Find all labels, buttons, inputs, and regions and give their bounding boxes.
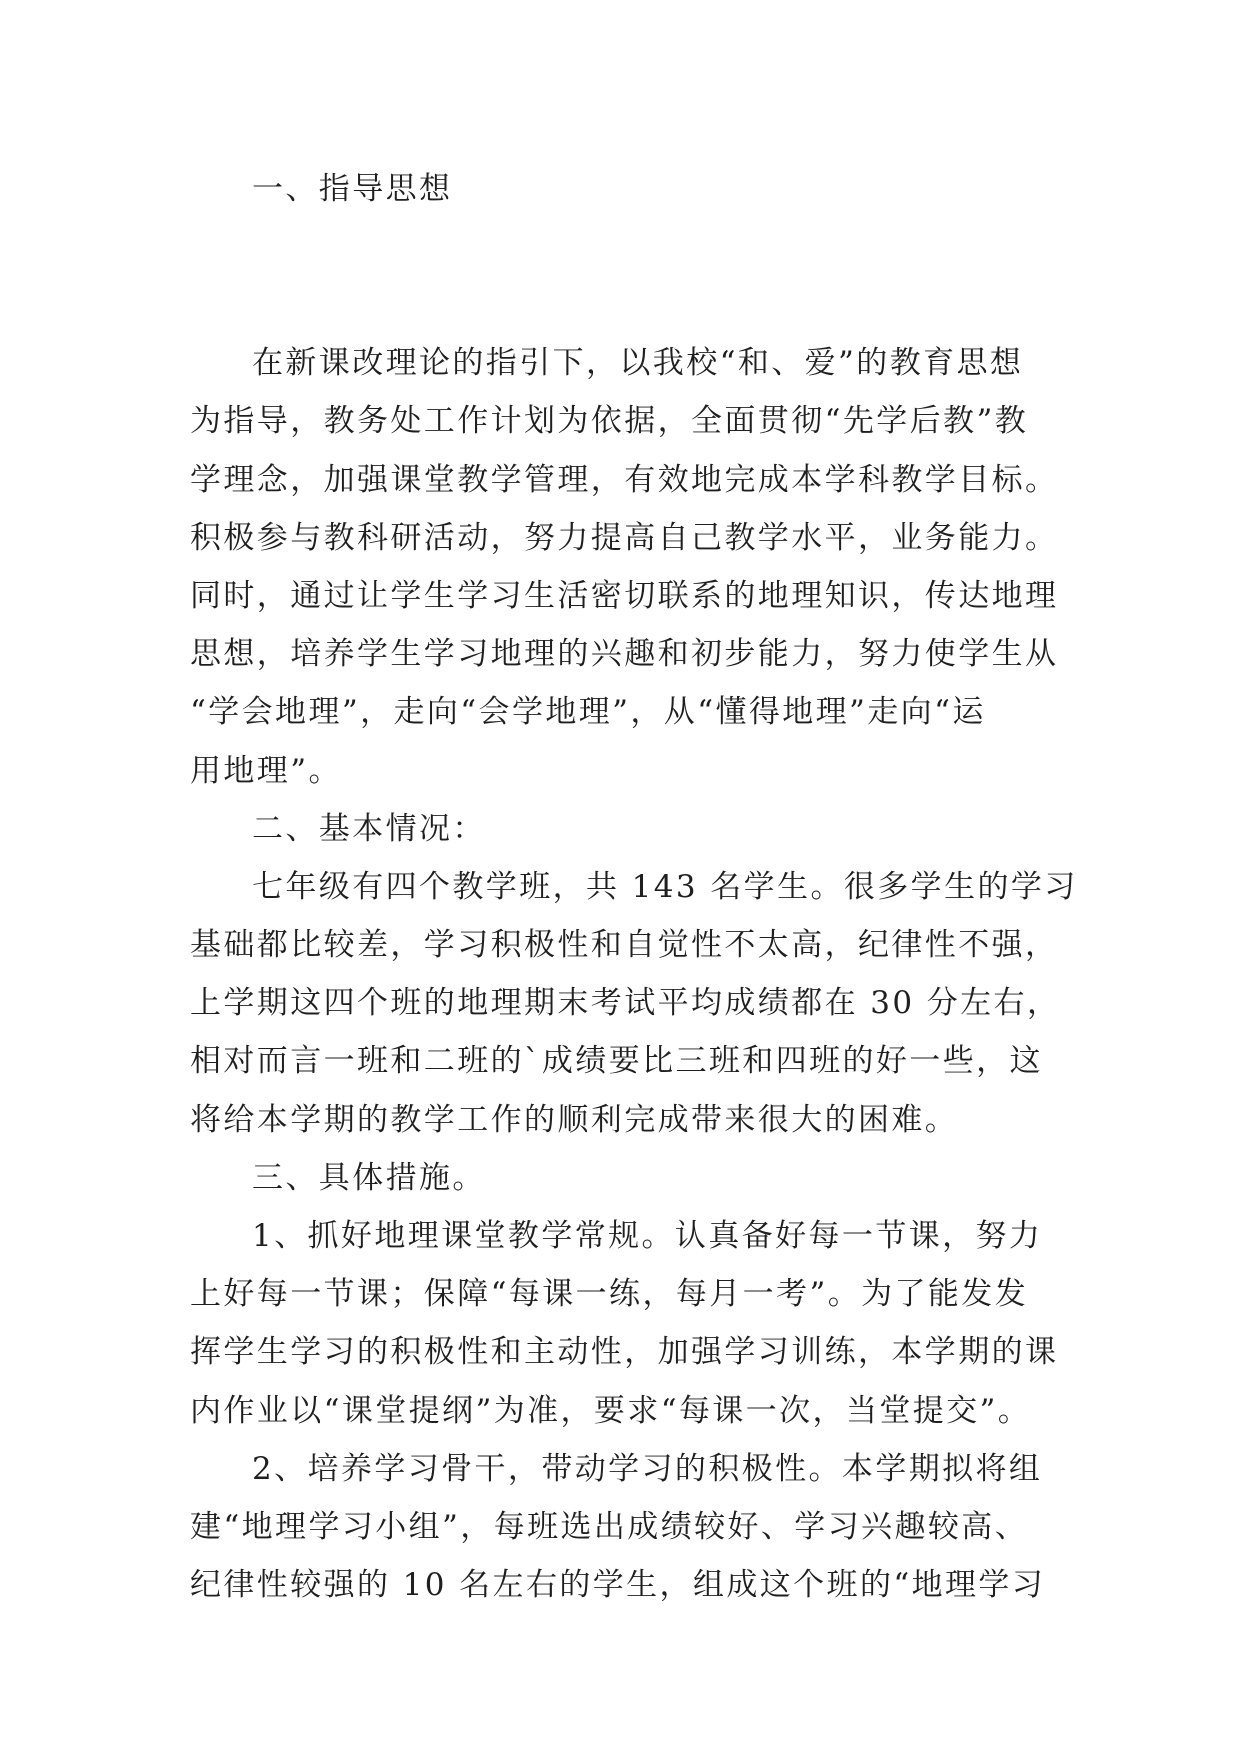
text-line: 纪律性较强的 10 名左右的学生，组成这个班的“地理学习 (190, 1567, 1046, 1604)
paragraph-basic-situation (190, 858, 1078, 1149)
text-line: 上好每一节课；保障“每课一练，每月一考”。为了能发发 (190, 1276, 1029, 1313)
text-line: 在新课改理论的指引下，以我校“和、爱”的教育思想 (252, 345, 1024, 382)
section-heading-guiding-thought: 一、指导思想 (252, 171, 453, 207)
paragraph-measure-2 (190, 1440, 1060, 1615)
paragraph-measure-1 (190, 1207, 1060, 1440)
text-line: 七年级有四个教学班，共 143 名学生。很多学生的学习 (252, 868, 1078, 905)
text-line: “学会地理”，走向“会学地理”，从“懂得地理”走向“运 (190, 694, 986, 731)
section-heading-measures: 三、具体措施。 (252, 1159, 486, 1196)
text-line: 相对而言一班和二班的`成绩要比三班和四班的好一些，这 (190, 1043, 1043, 1080)
text-line: 用地理”。 (190, 752, 342, 789)
document-body (190, 160, 1078, 1614)
text-line: 思想，培养学生学习地理的兴趣和初步能力，努力使学生从 (190, 636, 1059, 673)
text-line: 积极参与教科研活动，努力提高自己教学水平，业务能力。 (190, 519, 1059, 556)
text-line: 基础都比较差，学习积极性和自觉性不太高，纪律性不强， (190, 927, 1059, 964)
section-heading-basic-situation: 二、基本情况： (252, 810, 486, 847)
text-line: 同时，通过让学生学习生活密切联系的地理知识，传达地理 (190, 577, 1059, 614)
text-line: 2、培养学习骨干，带动学习的积极性。本学期拟将组 (252, 1450, 1043, 1487)
text-line: 为指导，教务处工作计划为依据，全面贯彻“先学后教”教 (190, 403, 1029, 440)
paragraph-spacer (190, 218, 1060, 334)
text-line: 建“地理学习小组”，每班选出成绩较好、学习兴趣较高、 (190, 1508, 1029, 1545)
text-line: 上学期这四个班的地理期末考试平均成绩都在 30 分左右， (190, 985, 1061, 1022)
text-line: 学理念，加强课堂教学管理，有效地完成本学科教学目标。 (190, 461, 1059, 498)
text-line: 将给本学期的教学工作的顺利完成带来很大的困难。 (190, 1101, 959, 1138)
paragraph-guiding-thought (190, 334, 1060, 800)
text-line: 挥学生学习的积极性和主动性，加强学习训练，本学期的课 (190, 1334, 1059, 1371)
text-line: 内作业以“课堂提纲”为准，要求“每课一次，当堂提交”。 (190, 1392, 1032, 1429)
text-line: 1、抓好地理课堂教学常规。认真备好每一节课，努力 (252, 1218, 1043, 1254)
